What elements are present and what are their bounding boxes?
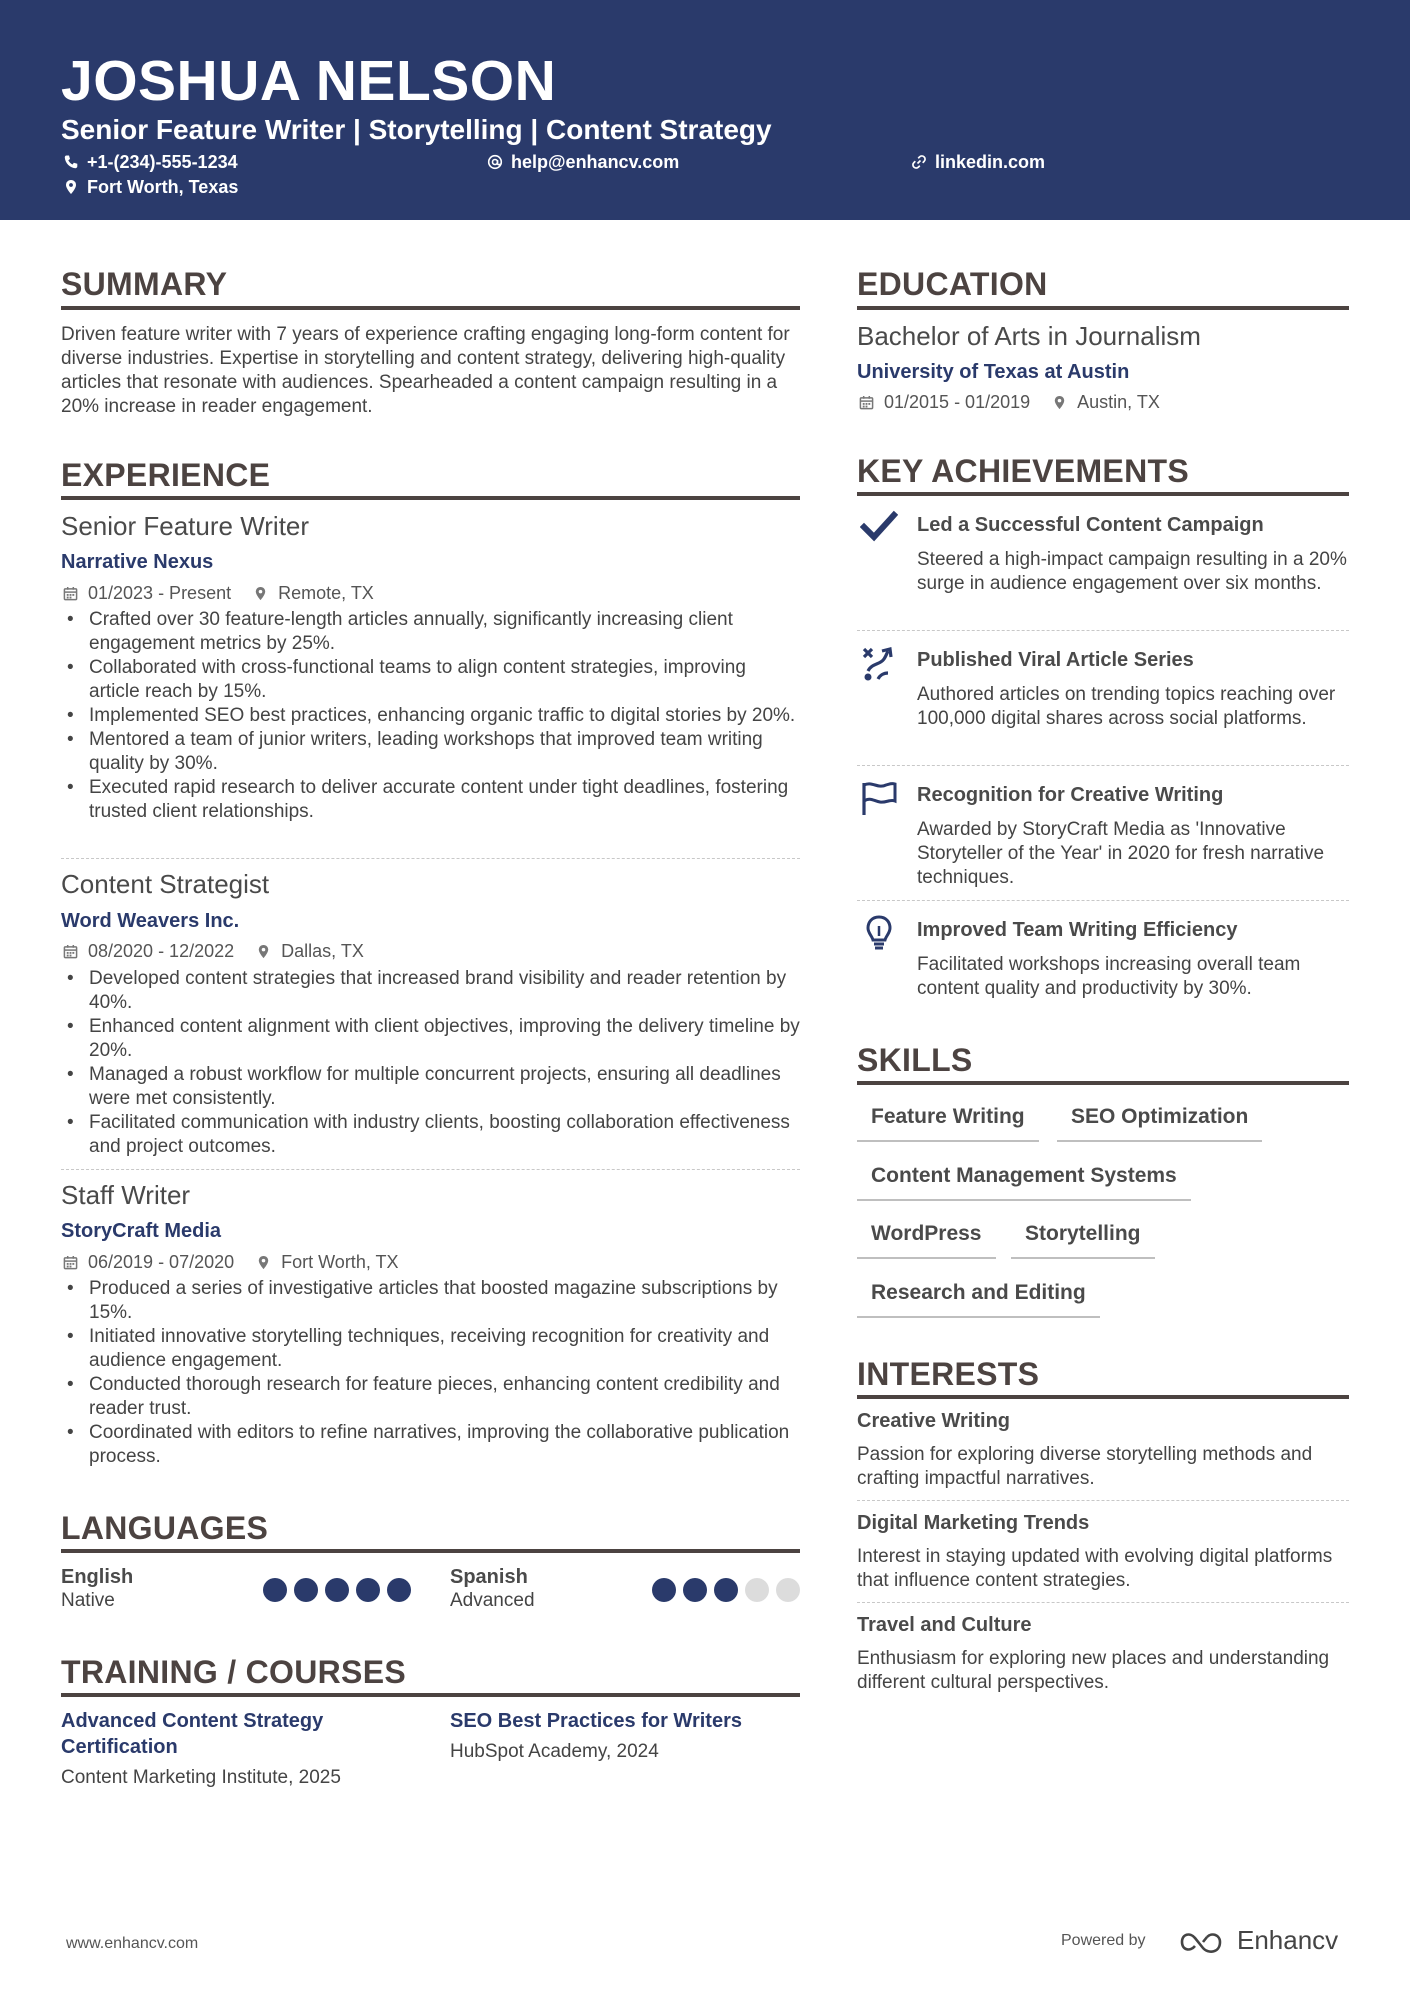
skill-tag: Feature Writing (857, 1102, 1039, 1142)
location-pin-icon (253, 586, 268, 601)
experience-heading: EXPERIENCE (61, 457, 271, 493)
training-rule (61, 1693, 800, 1697)
job-company: StoryCraft Media (61, 1220, 222, 1242)
achievement-title: Recognition for Creative Writing (917, 784, 1224, 806)
phone-icon (63, 154, 79, 170)
divider (857, 630, 1349, 631)
rating-dot-empty (776, 1578, 800, 1602)
job-dates: 06/2019 - 07/2020 (88, 1252, 235, 1272)
enhancv-logo-icon (1180, 1929, 1226, 1955)
job-meta (63, 940, 364, 962)
job-company: Word Weavers Inc. (61, 910, 240, 932)
skill-tag: SEO Optimization (1057, 1102, 1262, 1142)
rating-dot-filled (263, 1578, 287, 1602)
training-heading: TRAINING / COURSES (61, 1654, 406, 1690)
job-role: Senior Feature Writer (61, 511, 310, 541)
job-meta (63, 1251, 399, 1273)
job-bullets (61, 1277, 800, 1469)
divider (61, 858, 800, 859)
course-provider: HubSpot Academy, 2024 (450, 1741, 659, 1762)
candidate-name: JOSHUA NELSON (61, 49, 557, 113)
achievement-title: Published Viral Article Series (917, 649, 1194, 671)
skill-tag: Content Management Systems (857, 1161, 1191, 1201)
languages-heading: LANGUAGES (61, 1510, 269, 1546)
language-level: Native (61, 1590, 115, 1611)
experience-rule (61, 496, 800, 500)
job-meta (63, 582, 374, 604)
job-bullet: • Collaborated with cross-functional teams to align content strategies, improving article reach by 15%. (61, 656, 800, 704)
interest-text: Interest in staying updated with evolving digital platforms that influence content strategies. (857, 1546, 1333, 1591)
achievement-title: Improved Team Writing Efficiency (917, 919, 1238, 941)
email-text: help@enhancv.com (511, 152, 680, 172)
footer-powered-by: Powered by (1061, 1932, 1146, 1949)
job-location: Dallas, TX (281, 941, 364, 961)
calendar-icon (63, 944, 78, 959)
location-contact (63, 175, 238, 199)
skill-tag: Storytelling (1011, 1219, 1155, 1259)
job-bullet: • Executed rapid research to deliver accurate content under tight deadlines, fostering trusted client relationships. (61, 776, 800, 824)
job-company: Narrative Nexus (61, 551, 214, 573)
language-rating (652, 1578, 800, 1602)
footer-brand: Enhancv (1237, 1925, 1339, 1955)
job-bullet: • Produced a series of investigative articles that boosted magazine subscriptions by 15%. (61, 1277, 800, 1325)
rating-dot-filled (714, 1578, 738, 1602)
achievement-text: Authored articles on trending topics reaching over 100,000 digital shares across social platforms. (917, 684, 1336, 729)
job-bullet: • Developed content strategies that increased brand visibility and reader retention by 40%. (61, 967, 800, 1015)
email-contact[interactable] (487, 150, 679, 174)
checkmark-icon (860, 509, 898, 547)
skills-rule (857, 1081, 1349, 1085)
education-meta (859, 391, 1160, 413)
languages-rule (61, 1549, 800, 1553)
interest-title: Creative Writing (857, 1410, 1010, 1432)
calendar-icon (63, 1255, 78, 1270)
achievements-rule (857, 492, 1349, 496)
language-name: Spanish (450, 1566, 528, 1588)
job-role: Staff Writer (61, 1180, 191, 1210)
resume-header (0, 0, 1410, 220)
job-location: Fort Worth, TX (281, 1252, 399, 1272)
linkedin-text: linkedin.com (935, 152, 1046, 172)
divider (61, 1169, 800, 1170)
rating-dot-filled (294, 1578, 318, 1602)
education-location: Austin, TX (1077, 392, 1160, 412)
location-pin-icon (256, 1255, 271, 1270)
course-title: SEO Best Practices for Writers (450, 1710, 742, 1732)
job-bullet: • Coordinated with editors to refine narratives, improving the collaborative publication process. (61, 1421, 800, 1469)
job-dates: 08/2020 - 12/2022 (88, 941, 235, 961)
achievement-text: Awarded by StoryCraft Media as 'Innovative Storyteller of the Year' in 2020 for fresh narrative techniques. (917, 819, 1325, 888)
achievement-text: Steered a high-impact campaign resulting in a 20% surge in audience engagement over six months. (917, 549, 1347, 594)
job-bullet: • Crafted over 30 feature-length articles annually, significantly increasing client engagement metrics by 25%. (61, 608, 800, 656)
rating-dot-filled (325, 1578, 349, 1602)
language-name: English (61, 1566, 134, 1588)
interests-rule (857, 1395, 1349, 1399)
calendar-icon (63, 586, 78, 601)
location-text: Fort Worth, Texas (87, 177, 239, 197)
at-icon (487, 154, 503, 170)
education-dates: 01/2015 - 01/2019 (884, 392, 1031, 412)
education-degree: Bachelor of Arts in Journalism (857, 321, 1201, 351)
footer-website[interactable]: www.enhancv.com (66, 1935, 199, 1952)
divider (857, 900, 1349, 901)
flag-icon (860, 779, 898, 817)
job-bullet: • Managed a robust workflow for multiple concurrent projects, ensuring all deadlines were met consistently. (61, 1063, 800, 1111)
divider (857, 1500, 1349, 1501)
achievement-title: Led a Successful Content Campaign (917, 514, 1264, 536)
job-bullet: • Implemented SEO best practices, enhancing organic traffic to digital stories by 20%. (61, 704, 800, 728)
rating-dot-filled (356, 1578, 380, 1602)
language-rating (263, 1578, 411, 1602)
linkedin-contact[interactable] (911, 150, 1045, 174)
job-location: Remote, TX (278, 583, 374, 603)
rating-dot-empty (745, 1578, 769, 1602)
achievements-heading: KEY ACHIEVEMENTS (857, 453, 1189, 489)
summary-text: Driven feature writer with 7 years of experience crafting engaging long-form content for diverse industries. Expertise in storytelling and content strategy, delivering high-quality articles that resonate with audiences. Spearheaded a content campaign resulting in a 20% increase in reader engagement. (61, 324, 790, 417)
job-bullet: • Mentored a team of junior writers, leading workshops that improved team writing quality by 30%. (61, 728, 800, 776)
job-bullets (61, 608, 800, 824)
job-dates: 01/2023 - Present (88, 583, 232, 603)
phone-text: +1-(234)-555-1234 (87, 152, 238, 172)
job-role: Content Strategist (61, 869, 270, 899)
summary-heading: SUMMARY (61, 266, 228, 302)
skills-heading: SKILLS (857, 1042, 973, 1078)
location-pin-icon (1052, 395, 1067, 410)
lightbulb-icon (860, 914, 898, 952)
strategy-icon (860, 645, 898, 683)
job-bullet: • Initiated innovative storytelling techniques, receiving recognition for creativity and audience engagement. (61, 1325, 800, 1373)
rating-dot-filled (683, 1578, 707, 1602)
job-bullet: • Facilitated communication with industry clients, boosting collaboration effectiveness and project outcomes. (61, 1111, 800, 1159)
job-bullet: • Enhanced content alignment with client objectives, improving the delivery timeline by 20%. (61, 1015, 800, 1063)
achievement-text: Facilitated workshops increasing overall team content quality and productivity by 30%. (917, 954, 1301, 999)
rating-dot-filled (387, 1578, 411, 1602)
job-bullets (61, 967, 800, 1159)
summary-rule (61, 306, 800, 310)
education-heading: EDUCATION (857, 266, 1048, 302)
divider (857, 765, 1349, 766)
interest-title: Digital Marketing Trends (857, 1512, 1090, 1534)
divider (857, 1602, 1349, 1603)
job-bullet: • Conducted thorough research for feature pieces, enhancing content credibility and reader trust. (61, 1373, 800, 1421)
interest-text: Passion for exploring diverse storytelling methods and crafting impactful narratives. (857, 1444, 1313, 1489)
education-rule (857, 306, 1349, 310)
interest-text: Enthusiasm for exploring new places and understanding different cultural perspectives. (857, 1648, 1330, 1693)
education-school: University of Texas at Austin (857, 361, 1130, 383)
rating-dot-filled (652, 1578, 676, 1602)
location-pin-icon (63, 179, 79, 195)
candidate-title: Senior Feature Writer | Storytelling | Content Strategy (61, 114, 772, 145)
phone-contact[interactable] (63, 150, 238, 174)
location-pin-icon (256, 944, 271, 959)
language-level: Advanced (450, 1590, 535, 1611)
skill-tag: Research and Editing (857, 1278, 1100, 1318)
interest-title: Travel and Culture (857, 1614, 1032, 1636)
course-provider: Content Marketing Institute, 2025 (61, 1767, 341, 1788)
interests-heading: INTERESTS (857, 1356, 1040, 1392)
skill-tag: WordPress (857, 1219, 996, 1259)
calendar-icon (859, 395, 874, 410)
course-title: Advanced Content Strategy Certification (61, 1710, 324, 1758)
link-icon (911, 154, 927, 170)
